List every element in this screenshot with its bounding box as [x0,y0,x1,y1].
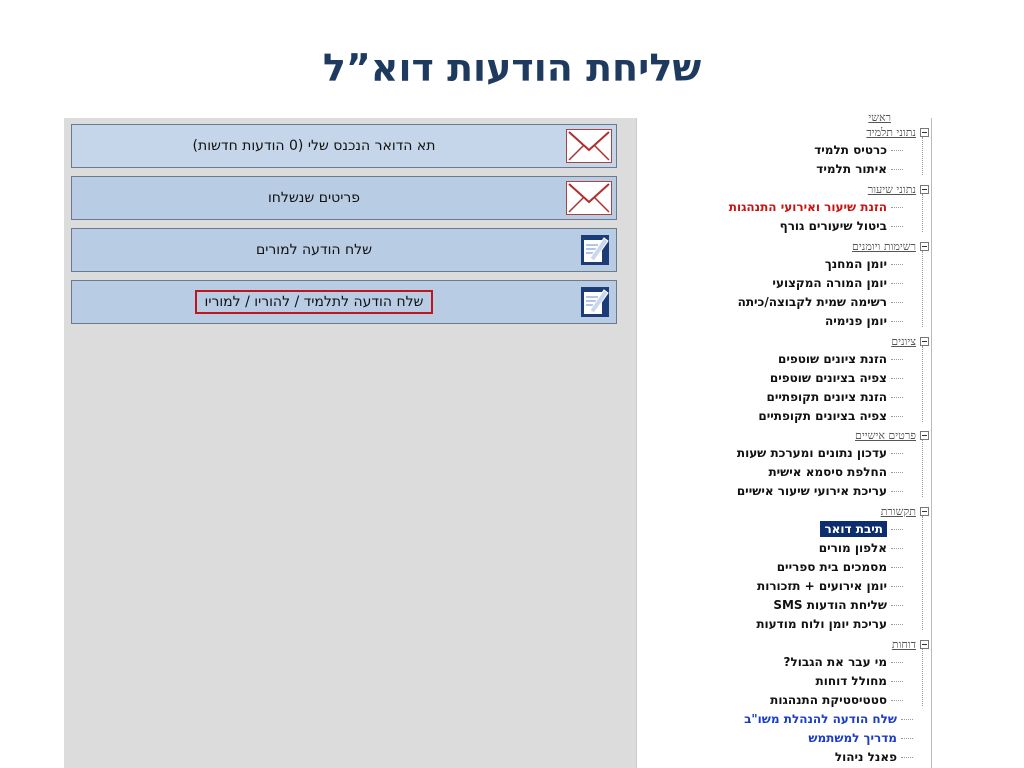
tree-item[interactable] [816,160,903,178]
tree-item[interactable] [758,407,903,425]
slide-title: שליחת הודעות דוא”ל [322,46,702,90]
collapse-toggle-icon[interactable] [920,242,929,251]
tree-connector [891,378,903,379]
tree-item-label[interactable]: עריכת יומן ולוח מודעות [756,617,887,631]
tree-connector [891,359,903,360]
tree-item[interactable] [780,217,903,235]
tree-connector [891,416,903,417]
tree-connector [922,137,923,175]
collapse-toggle-icon[interactable] [920,507,929,516]
tree-connector [891,491,903,492]
tree-item[interactable] [784,653,903,671]
tree-connector [891,397,903,398]
tree-item[interactable] [773,596,903,614]
tree-item-label[interactable]: יומן אירועים + תזכורות [757,579,887,593]
tree-item-label[interactable]: הזנת שיעור ואירועי התנהגות [728,200,887,214]
tree-item-label[interactable]: מחולל דוחות [815,674,887,688]
tree-item-label[interactable]: יומן המחנך [824,257,887,271]
tree-item-label[interactable]: שליחת הודעות SMS [773,598,887,612]
tree-connector [901,757,913,758]
tree-connector [922,440,923,497]
tree-item[interactable] [770,691,903,709]
tree-connector [891,586,903,587]
tree-item-label[interactable]: ביטול שיעורים גורף [779,219,887,233]
tree-connector [891,567,903,568]
tree-item-label[interactable]: רשימה שמית לקבוצה/כיתה [737,295,887,309]
tree-root-label[interactable]: ראשי [868,110,891,124]
tree-item-label[interactable]: עריכת אירועי שיעור אישיים [736,484,887,498]
tree-section[interactable] [855,426,931,444]
tree-connector [891,662,903,663]
collapse-toggle-icon[interactable] [920,337,929,346]
tree-item[interactable] [737,444,903,462]
sent-items-button[interactable] [71,176,617,220]
tree-section-label[interactable]: ציונים [891,334,916,348]
tree-connector [891,226,903,227]
tree-item[interactable] [737,482,903,500]
tree-item[interactable] [814,141,903,159]
tree-item-label[interactable]: יומן המורה המקצועי [772,276,887,290]
tree-link-label[interactable]: שלח הודעה להנהלת משו"ב [744,712,897,726]
mail-panel [64,118,636,768]
tree-connector [922,346,923,422]
tree-connector [891,321,903,322]
collapse-toggle-icon[interactable] [920,431,929,440]
collapse-toggle-icon[interactable] [920,128,929,137]
tree-link[interactable] [835,748,913,766]
tree-section[interactable] [892,635,931,653]
tree-connector [891,169,903,170]
envelope-icon [566,129,612,163]
tree-link-label[interactable]: פאנל ניהול [834,750,897,764]
tree-item[interactable] [772,274,903,292]
message-student-label: שלח הודעה לתלמיד / להוריו / למוריו [195,290,434,314]
inbox-button[interactable] [71,124,617,168]
tree-connector [891,681,903,682]
inbox-label: תא הדואר הנכנס שלי (0 הודעות חדשות) [192,138,436,154]
tree-item-label[interactable]: הזנת ציונים תקופתיים [766,390,887,404]
tree-item[interactable] [738,293,903,311]
tree-item[interactable] [777,558,903,576]
tree-item[interactable] [766,388,903,406]
tree-section[interactable] [881,502,931,520]
tree-item-label[interactable]: תיבת דואר [820,521,887,537]
tree-item-label[interactable]: כרטיס תלמיד [814,143,887,157]
tree-connector [891,453,903,454]
tree-link-label[interactable]: מדריך למשתמש [808,731,897,745]
tree-item[interactable] [768,463,903,481]
tree-item-label[interactable]: מי עבר את הגבול? [783,655,887,669]
tree-section[interactable] [891,332,931,350]
compose-icon [580,286,610,318]
tree-section-label[interactable]: נתוני תלמיד [866,125,916,139]
tree-item[interactable] [820,520,903,538]
envelope-icon [566,181,612,215]
tree-connector [891,302,903,303]
tree-section-label[interactable]: רשימות ויומנים [852,239,916,253]
tree-item[interactable] [816,672,903,690]
tree-connector [922,251,923,327]
tree-item-label[interactable]: מסמכים בית ספריים [776,560,887,574]
tree-link[interactable] [744,710,913,728]
tree-connector [891,207,903,208]
tree-connector [891,548,903,549]
nav-tree [636,110,932,768]
sent-items-label: פריטים שנשלחו [267,190,361,206]
collapse-toggle-icon[interactable] [920,640,929,649]
tree-connector [922,516,923,630]
tree-item-label[interactable]: צפיה בציונים תקופתיים [758,409,887,423]
tree-item[interactable] [825,312,903,330]
tree-item[interactable] [756,615,903,633]
tree-item[interactable] [778,350,903,368]
tree-item-label[interactable]: איתור תלמיד [816,162,887,176]
tree-section-label[interactable]: דוחות [891,637,916,651]
tree-item-label[interactable]: עדכון נתונים ומערכת שעות [736,446,887,460]
tree-connector [891,150,903,151]
tree-section-label[interactable]: תקשורת [880,504,916,518]
tree-connector [891,700,903,701]
tree-connector [891,529,903,530]
tree-connector [891,472,903,473]
tree-item[interactable] [729,198,903,216]
tree-item-label[interactable]: יומן פנימיה [825,314,887,328]
message-teachers-label: שלח הודעה למורים [255,242,373,258]
tree-connector [891,283,903,284]
tree-item-label[interactable]: צפיה בציונים שוטפים [769,371,887,385]
tree-connector [891,605,903,606]
tree-connector [901,719,913,720]
tree-item[interactable] [819,539,903,557]
message-teachers-button[interactable] [71,228,617,272]
tree-item[interactable] [825,255,903,273]
tree-item[interactable] [770,369,903,387]
collapse-toggle-icon[interactable] [920,185,929,194]
tree-section-label[interactable]: פרטים אישיים [855,428,916,442]
tree-connector [891,624,903,625]
tree-connector [891,264,903,265]
message-student-button[interactable] [71,280,617,324]
tree-section-label[interactable]: נתוני שיעור [867,182,916,196]
tree-item-label[interactable]: אלפון מורים [818,541,887,555]
tree-link[interactable] [808,729,913,747]
compose-icon [580,234,610,266]
tree-connector [922,194,923,232]
tree-connector [901,738,913,739]
tree-connector [922,649,923,706]
tree-item-label[interactable]: הזנת ציונים שוטפים [777,352,887,366]
tree-section[interactable] [852,237,931,255]
tree-item-label[interactable]: סטטיסטיקת התנהגות [770,693,887,707]
tree-item[interactable] [757,577,903,595]
tree-item-label[interactable]: החלפת סיסמא אישית [768,465,887,479]
